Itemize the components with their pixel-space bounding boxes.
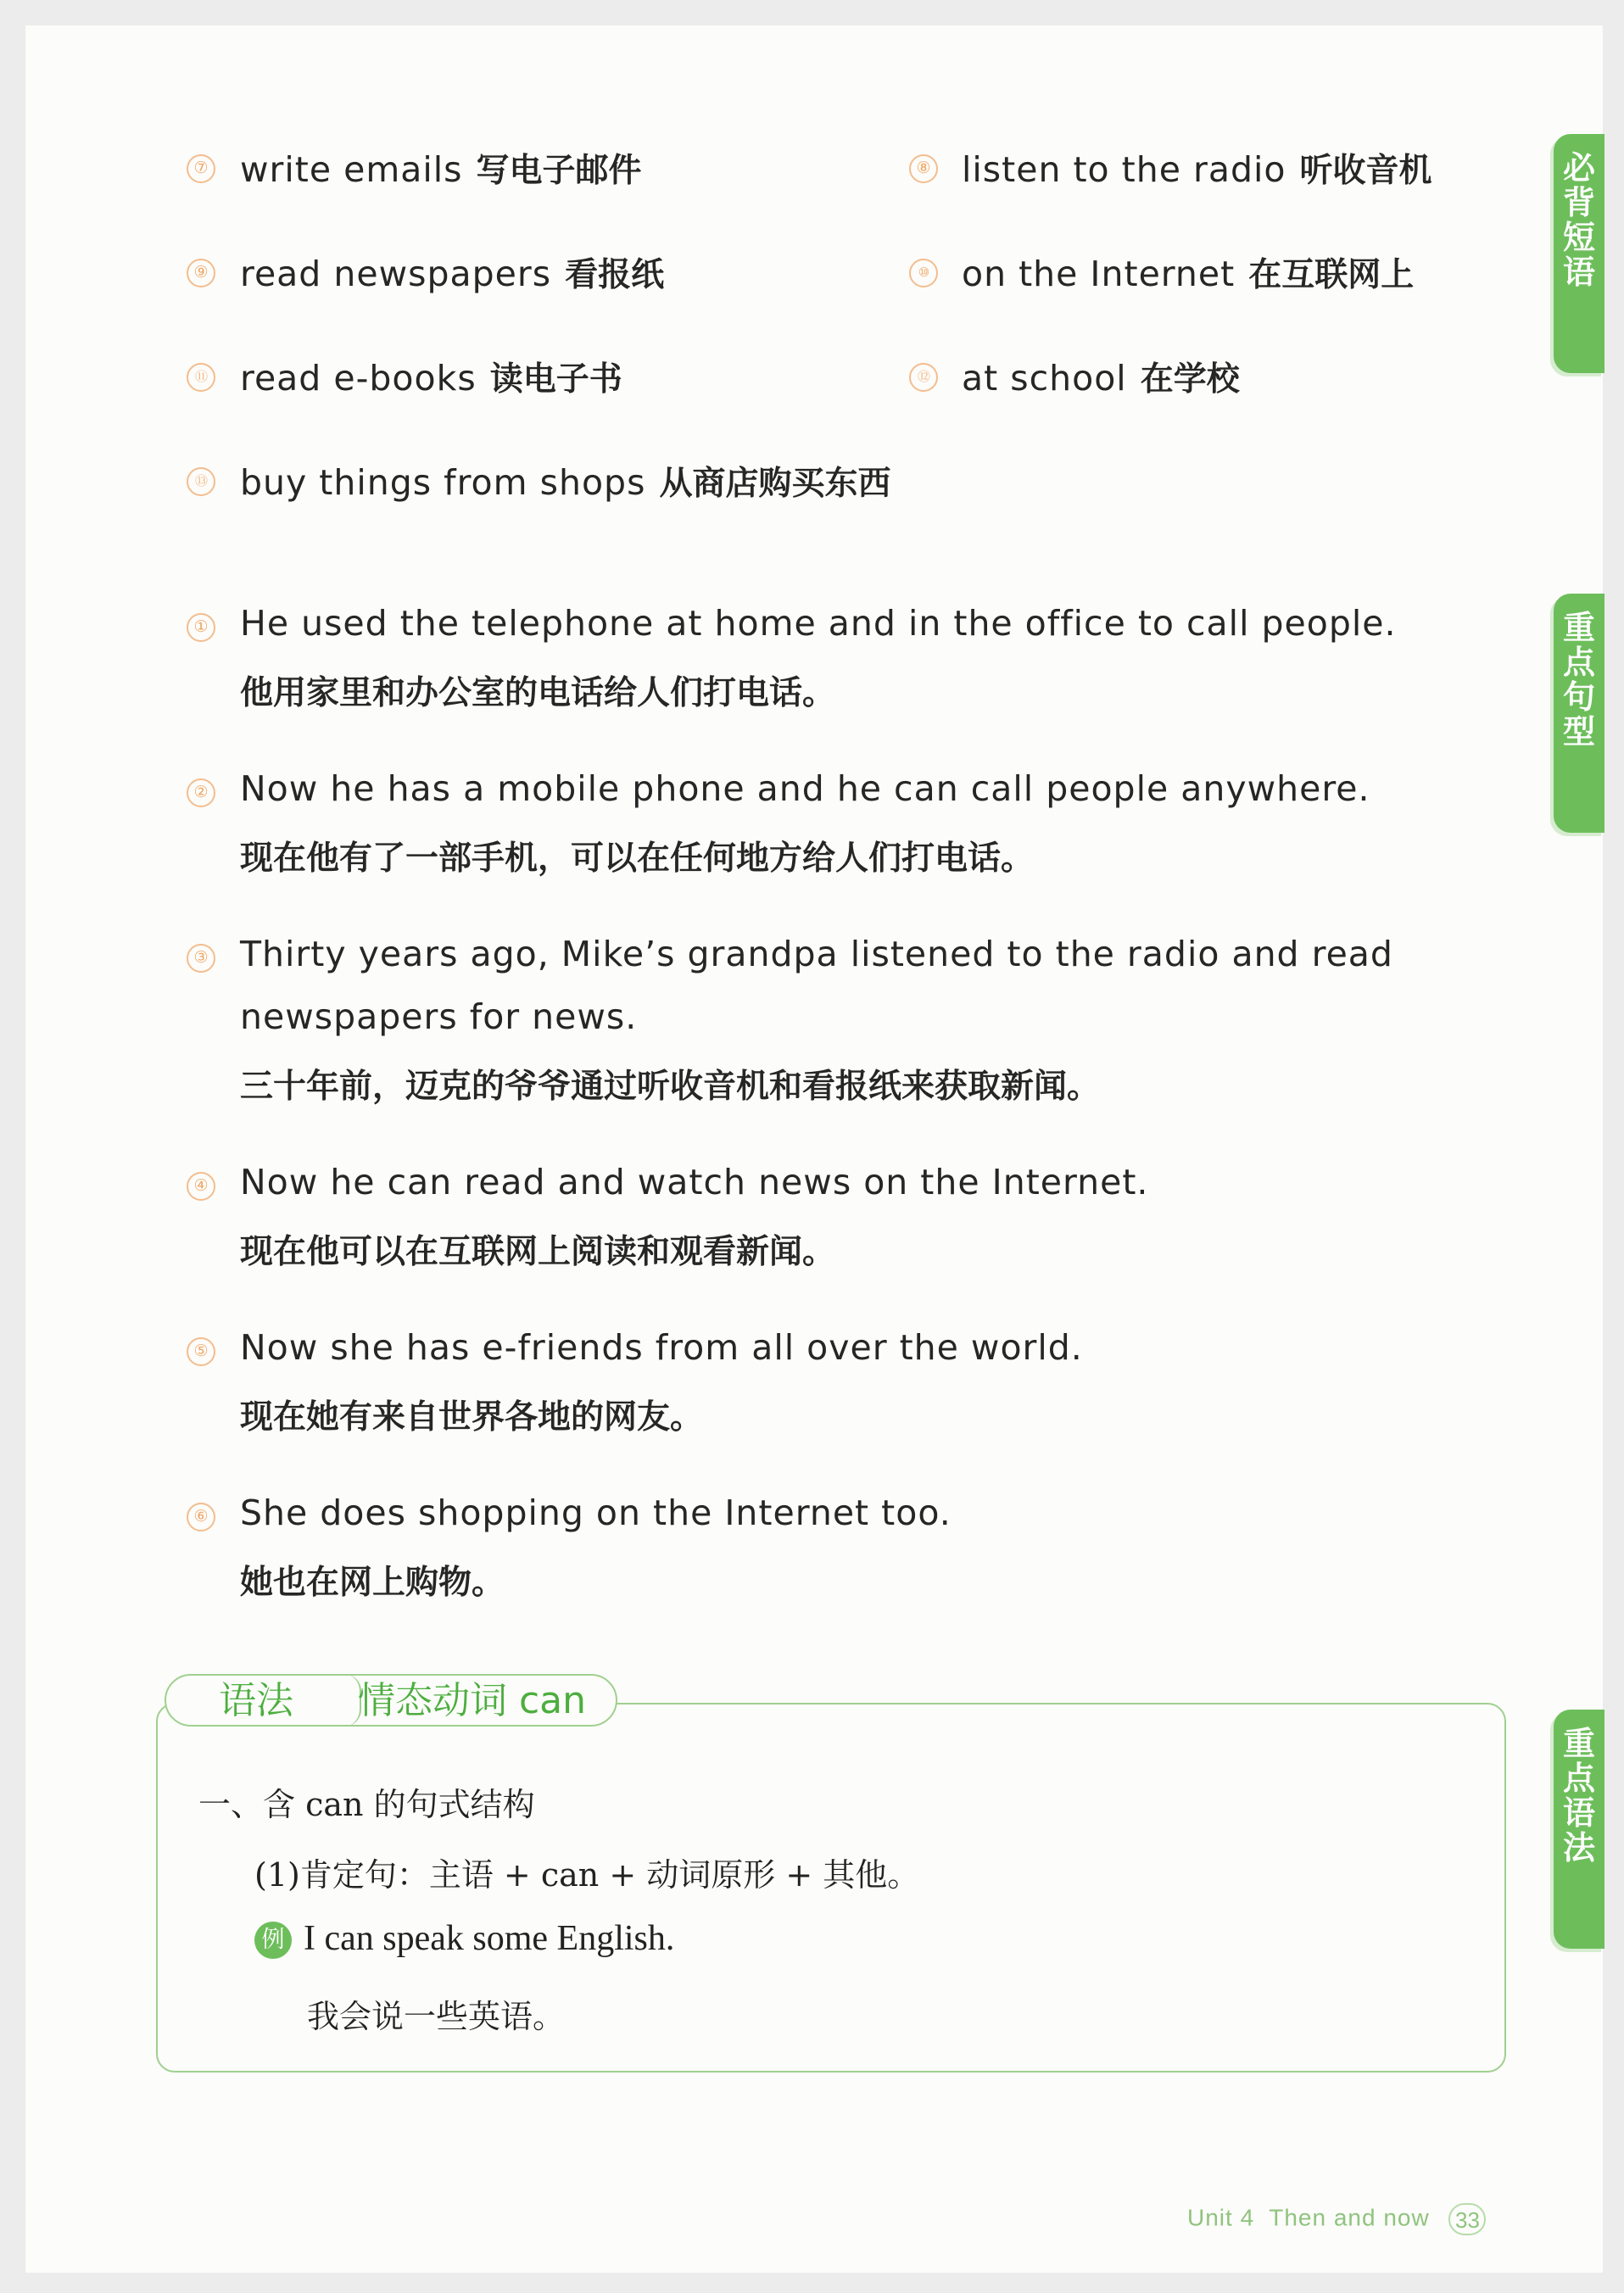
phrase-en: read e-books	[240, 358, 477, 399]
phrase-en: buy things from shops	[240, 462, 646, 503]
phrase-en: write emails	[240, 149, 463, 190]
sentence-number-4: ④	[187, 1172, 215, 1201]
grammar-header	[165, 1674, 617, 1727]
sentence-number-3: ③	[187, 944, 215, 973]
phrase-en: read newspapers	[240, 254, 552, 294]
side-tab-phrases: 必 背 短 语	[1554, 134, 1604, 373]
sentence-6-en: She does shopping on the Internet too.	[240, 1492, 952, 1533]
sentence-2-zh: 现在他有了一部手机，可以在任何地方给人们打电话。	[240, 840, 1035, 878]
phrase-en: on the Internet	[962, 254, 1236, 294]
sentence-number-5: ⑤	[187, 1337, 215, 1366]
phrase-en: listen to the radio	[962, 149, 1286, 190]
sentence-2-en: Now he has a mobile phone and he can call people anywhere.	[240, 768, 1370, 809]
sentence-1-zh: 他用家里和办公室的电话给人们打电话。	[240, 674, 836, 712]
sentence-number-2: ②	[187, 778, 215, 807]
grammar-section-heading: 一、含 can 的句式结构	[198, 1786, 535, 1823]
phrase-zh: 读电子书	[489, 360, 622, 399]
phrase-number-13: ⑬	[187, 467, 215, 496]
phrase-zh: 在学校	[1140, 360, 1240, 399]
page-number: 33	[1448, 2203, 1486, 2235]
phrase-zh: 在互联网上	[1248, 256, 1415, 294]
sentence-4-zh: 现在他可以在互联网上阅读和观看新闻。	[240, 1233, 836, 1271]
footer-title: Then and now	[1269, 2204, 1430, 2231]
example-icon: 例	[254, 1922, 292, 1959]
phrase-number-10: ⑩	[909, 259, 938, 287]
example-zh: 我会说一些英语。	[307, 1998, 566, 2035]
phrase-11	[240, 353, 622, 400]
example-en: I can speak some English.	[304, 1919, 675, 1958]
sentence-3-en-line2: newspapers for news.	[240, 996, 638, 1037]
phrase-7	[240, 144, 642, 192]
phrase-10	[962, 248, 1414, 296]
phrase-zh: 写电子邮件	[476, 152, 642, 190]
footer-unit: Unit 4	[1187, 2204, 1255, 2231]
sentence-number-1: ①	[187, 613, 215, 642]
sentence-3-zh: 三十年前，迈克的爷爷通过听收音机和看报纸来获取新闻。	[240, 1068, 1101, 1106]
sentence-5-en: Now she has e-friends from all over the world.	[240, 1327, 1083, 1368]
phrase-number-7: ⑦	[187, 154, 215, 183]
sentence-3-en-line1: Thirty years ago, Mike’s grandpa listened to the radio and read	[240, 934, 1393, 974]
page-footer	[1187, 2203, 1486, 2235]
sentence-5-zh: 现在她有来自世界各地的网友。	[240, 1398, 704, 1437]
grammar-title: 情态动词 can	[358, 1679, 587, 1722]
phrase-9	[240, 248, 664, 296]
phrase-number-9: ⑨	[187, 259, 215, 287]
sentence-1-en: He used the telephone at home and in the office to call people.	[240, 603, 1397, 644]
side-tab-sentences: 重 点 句 型	[1554, 594, 1604, 833]
phrase-number-8: ⑧	[909, 154, 938, 183]
grammar-rule: (1)肯定句：主语 + can + 动词原形 + 其他。	[254, 1856, 920, 1894]
phrase-number-12: ⑫	[909, 363, 938, 392]
phrase-12	[962, 353, 1240, 400]
phrase-13	[240, 457, 890, 505]
phrase-8	[962, 144, 1431, 192]
sentence-6-zh: 她也在网上购物。	[240, 1564, 505, 1602]
phrase-zh: 从商店购买东西	[659, 465, 891, 503]
phrase-number-11: ⑪	[187, 363, 215, 392]
phrase-zh: 看报纸	[565, 256, 665, 294]
side-tab-grammar: 重 点 语 法	[1554, 1710, 1604, 1949]
phrase-zh: 听收音机	[1299, 152, 1432, 190]
grammar-tag: 语法	[219, 1679, 293, 1722]
sentence-4-en: Now he can read and watch news on the Internet.	[240, 1162, 1149, 1202]
sentence-number-6: ⑥	[187, 1503, 215, 1531]
phrase-en: at school	[962, 358, 1127, 399]
